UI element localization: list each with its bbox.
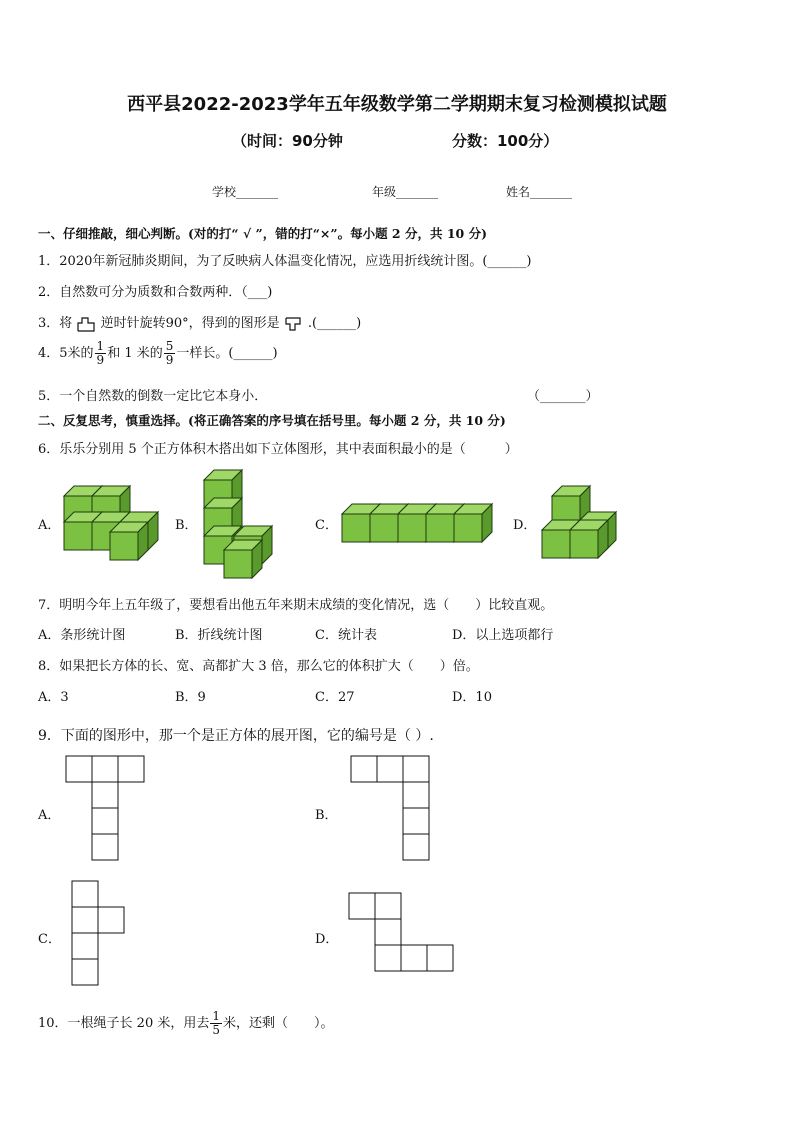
q7-option-c: C．统计表 <box>315 628 377 643</box>
question-3-part-c: .(______) <box>307 316 362 331</box>
q6-option-a-label: A． <box>38 518 61 533</box>
q9-option-d-label: D． <box>315 932 339 947</box>
page-title: 西平县2022-2023学年五年级数学第二学期期末复习检测模拟试题 <box>127 94 667 115</box>
q8-option-d: D．10 <box>452 690 492 705</box>
q8-option-a: A．3 <box>38 690 69 705</box>
question-4-part-c: 一样长。(______) <box>176 346 278 361</box>
question-4-part-a: 4．5米的 <box>38 346 94 361</box>
question-10-part-a: 10．一根绳子长 20 米，用去 <box>38 1016 210 1031</box>
net-a <box>66 756 144 860</box>
question-3-part-a: 3．将 <box>38 316 73 331</box>
fraction-numerator: 5 <box>165 339 174 353</box>
q6-option-d-label: D． <box>513 518 537 533</box>
question-6: 6．乐乐分别用 5 个正方体积木搭出如下立体图形，其中表面积最小的是（ ） <box>38 442 518 457</box>
q8-option-c: C．27 <box>315 690 355 705</box>
exam-score: 分数：100分） <box>452 132 559 150</box>
q8-option-b: B．9 <box>175 690 206 705</box>
question-5: 5．一个自然数的倒数一定比它本身小． <box>38 389 268 404</box>
grade-field: 年级_______ <box>372 185 439 199</box>
fraction-numerator: 1 <box>212 1009 220 1023</box>
q6-option-b-label: B． <box>175 518 198 533</box>
fraction-denominator: 9 <box>96 353 105 367</box>
question-10-part-b: 米，还剩（ ）。 <box>223 1016 334 1031</box>
fraction-denominator: 9 <box>165 353 174 367</box>
question-2: 2．自然数可分为质数和合数两种．（___) <box>38 285 273 300</box>
q9-option-c-label: C． <box>38 932 61 947</box>
question-10 <box>38 1010 334 1037</box>
net-b <box>351 756 429 860</box>
q9-option-a-label: A． <box>38 808 61 823</box>
q7-option-b: B．折线统计图 <box>175 628 263 643</box>
fraction-numerator: 1 <box>96 339 105 353</box>
school-field: 学校_______ <box>212 185 279 199</box>
fraction-denominator: 5 <box>212 1023 220 1037</box>
q6-option-c-label: C． <box>315 518 338 533</box>
question-3-part-b: 逆时针旋转90°，得到的图形是 <box>100 316 280 331</box>
question-8: 8．如果把长方体的长、宽、高都扩大 3 倍，那么它的体积扩大（ ）倍。 <box>38 659 479 674</box>
section1-heading: 一、仔细推敲，细心判断。(对的打“ √ ”，错的打“×”。每小题 2 分，共 10 分) <box>38 226 487 241</box>
question-5-blank: （_______） <box>527 389 599 404</box>
net-c <box>72 881 124 985</box>
question-7: 7．明明今年上五年级了，要想看出他五年来期末成绩的变化情况，选（ ）比较直观。 <box>38 598 554 613</box>
q9-option-b-label: B． <box>315 808 338 823</box>
exam-time: （时间：90分钟 <box>232 132 343 150</box>
question-9: 9．下面的图形中，那一个是正方体的展开图，它的编号是（ ）. <box>38 728 434 744</box>
name-field: 姓名_______ <box>506 185 573 199</box>
question-1: 1．2020年新冠肺炎期间，为了反映病人体温变化情况，应选用折线统计图。(______) <box>38 254 532 269</box>
section2-heading: 二、反复思考，慎重选择。(将正确答案的序号填在括号里。每小题 2 分，共 10 分) <box>38 413 506 428</box>
fraction-1-5 <box>210 1010 222 1037</box>
question-4-part-b: 和 1 米的 <box>107 346 163 361</box>
net-d <box>349 893 453 971</box>
q7-option-d: D．以上选项都行 <box>452 628 554 643</box>
q7-option-a: A．条形统计图 <box>38 628 126 643</box>
